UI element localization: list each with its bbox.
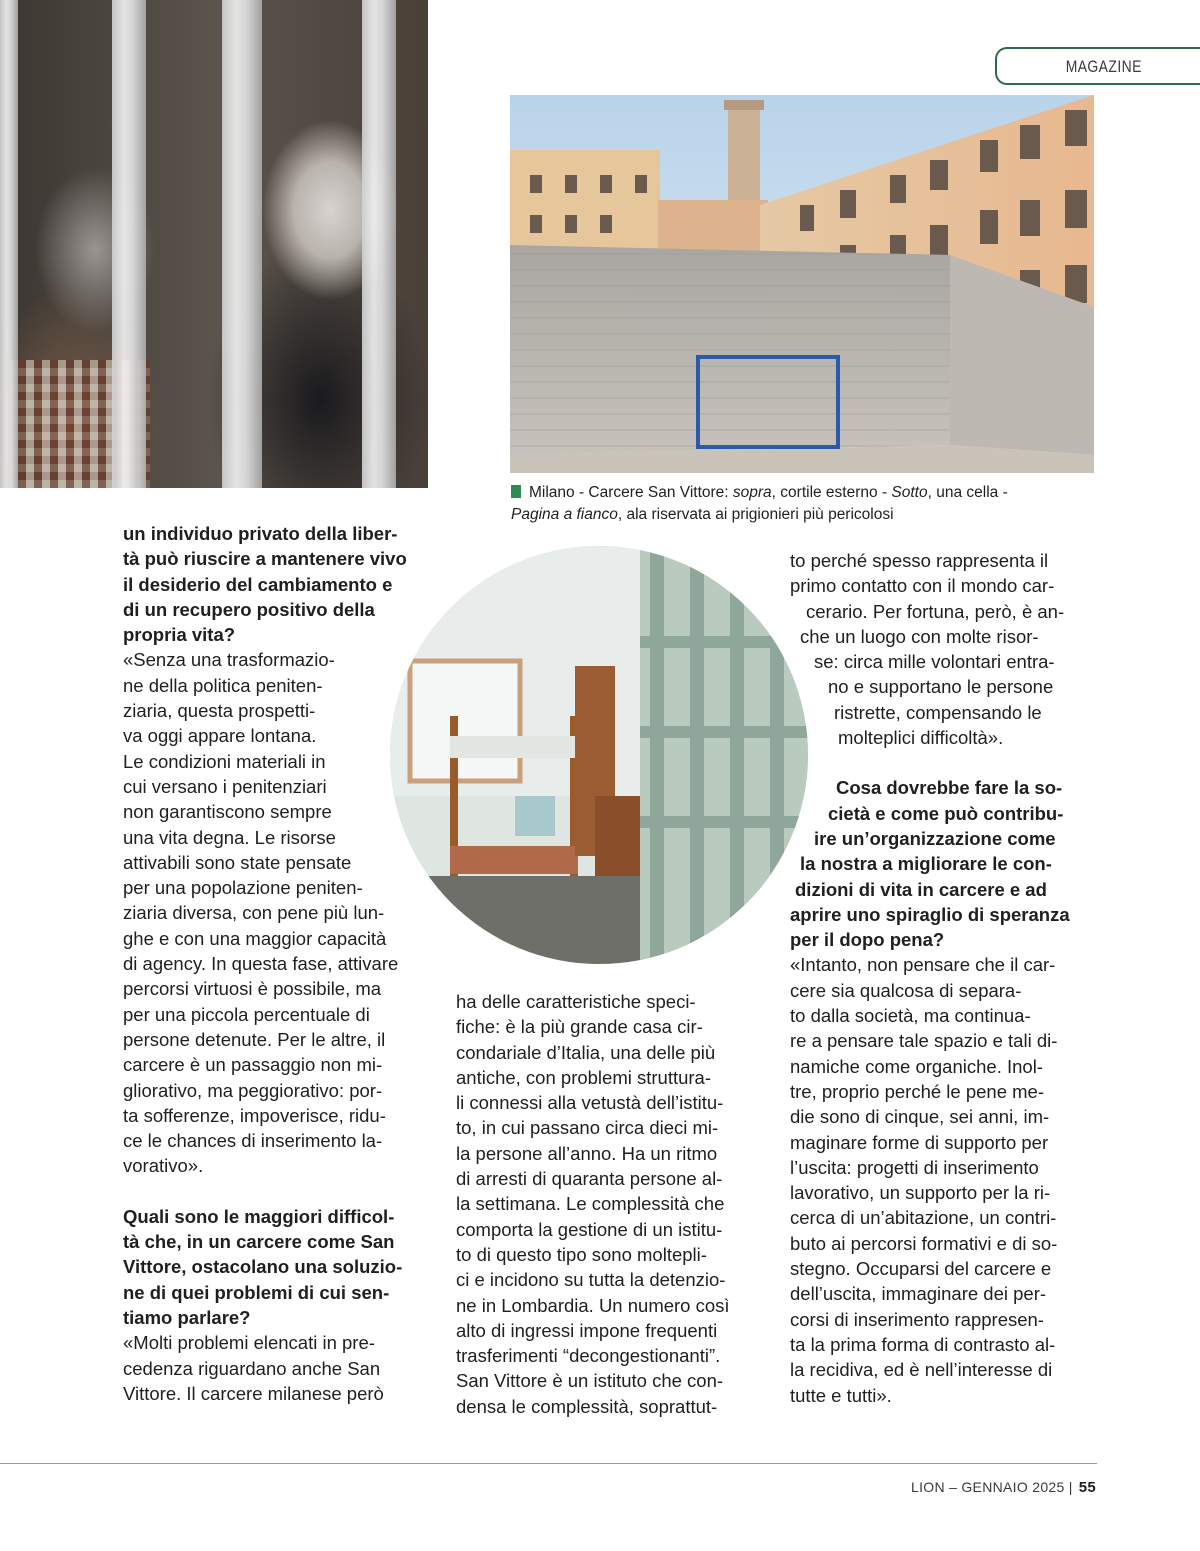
photo-prison-cell bbox=[390, 546, 808, 964]
text-line: se: circa mille volontari entra- bbox=[814, 651, 1055, 673]
text-line: Le condizioni materiali in bbox=[123, 750, 326, 772]
text-line: una vita degna. Le risorse bbox=[123, 826, 336, 848]
caption-text-italic: Pagina a fianco bbox=[511, 506, 618, 523]
text-line: ziaria diversa, con pene più lun- bbox=[123, 902, 385, 924]
text-line: to di questo tipo sono moltepli- bbox=[456, 1243, 707, 1265]
text-column-right bbox=[790, 548, 1095, 1408]
caption-text: , cortile esterno - bbox=[771, 484, 892, 501]
section-label: MAGAZINE bbox=[1065, 57, 1142, 76]
text-line: non garantiscono sempre bbox=[123, 801, 332, 823]
text-line: maginare forme di supporto per bbox=[790, 1131, 1049, 1153]
text-line: ristrette, compensando le bbox=[834, 701, 1042, 723]
text-line: ghe e con una maggior capacità bbox=[123, 927, 387, 949]
text-line: vorativo». bbox=[123, 1155, 204, 1177]
text-line: to, in cui passano circa dieci mi- bbox=[456, 1117, 719, 1139]
text-line: Vittore, ostacolano una soluzio- bbox=[123, 1256, 403, 1278]
answer-2 bbox=[123, 1330, 428, 1406]
issue-label: LION – GENNAIO 2025 | bbox=[911, 1479, 1073, 1495]
text-line: Vittore. Il carcere milanese però bbox=[123, 1382, 384, 1404]
text-line: to perché spesso rappresenta il bbox=[790, 550, 1049, 571]
caption-marker bbox=[511, 485, 521, 498]
text-line: di un recupero positivo della bbox=[123, 598, 375, 620]
text-line: ire un’organizzazione come bbox=[814, 827, 1056, 849]
text-line: cerca di un’abitazione, un contri- bbox=[790, 1207, 1057, 1229]
answer-3 bbox=[790, 952, 1095, 1407]
text-line: Cosa dovrebbe fare la so- bbox=[836, 777, 1063, 799]
text-line: ce le chances di inserimento la- bbox=[123, 1130, 383, 1152]
text-line: ziaria, questa prospetti- bbox=[123, 700, 316, 722]
question-2 bbox=[123, 1204, 428, 1330]
text-line: trasferimenti “decongestionanti”. bbox=[456, 1345, 721, 1367]
caption-text: , ala riservata ai prigionieri più pericolosi bbox=[617, 506, 894, 523]
text-line: lavorativo, un supporto per la ri- bbox=[790, 1182, 1051, 1204]
text-line: tre, proprio perché le pene me- bbox=[790, 1080, 1044, 1102]
caption-text: Milano - Carcere San Vittore: bbox=[529, 484, 733, 501]
question-3 bbox=[790, 775, 1095, 952]
text-line: la recidiva, ed è nell’interesse di bbox=[790, 1359, 1053, 1381]
text-line: propria vita? bbox=[123, 624, 236, 646]
page-footer bbox=[911, 1479, 1096, 1496]
text-line: la settimana. Le complessità che bbox=[456, 1193, 725, 1215]
text-line: il desiderio del cambiamento e bbox=[123, 573, 393, 595]
text-line: persone detenute. Per le altre, il bbox=[123, 1028, 386, 1050]
photo-caption bbox=[511, 482, 1101, 526]
text-line: tutte e tutti». bbox=[790, 1384, 892, 1406]
page-number: 55 bbox=[1078, 1479, 1096, 1496]
text-line: molteplici difficoltà». bbox=[838, 727, 1004, 749]
text-line: ci e incidono su tutta la detenzio- bbox=[456, 1269, 726, 1291]
text-line: li connessi alla vetustà dell’istitu- bbox=[456, 1092, 724, 1114]
text-line: gliorativo, ma peggiorativo: por- bbox=[123, 1079, 383, 1101]
text-line: cedenza riguardano anche San bbox=[123, 1357, 381, 1379]
text-column-middle bbox=[456, 989, 761, 1419]
text-line: San Vittore è un istituto che con- bbox=[456, 1370, 724, 1392]
photo-prison-courtyard bbox=[510, 95, 1094, 473]
text-line: ta sofferenze, impoverisce, ridu- bbox=[123, 1104, 386, 1126]
text-line: ne di quei problemi di cui sen- bbox=[123, 1281, 390, 1303]
footer-divider bbox=[0, 1463, 1097, 1464]
text-line: un individuo privato della liber- bbox=[123, 523, 398, 544]
text-line: ne in Lombardia. Un numero così bbox=[456, 1294, 730, 1316]
text-line: che un luogo con molte risor- bbox=[800, 625, 1039, 647]
text-line: «Intanto, non pensare che il car- bbox=[790, 954, 1056, 976]
text-line: alto di ingressi impone frequenti bbox=[456, 1319, 718, 1341]
text-line: l’uscita: progetti di inserimento bbox=[790, 1156, 1039, 1178]
text-line: primo contatto con il mondo car- bbox=[790, 575, 1055, 597]
text-line: la persone all’anno. Ha un ritmo bbox=[456, 1142, 718, 1164]
photo-prisoners-behind-bars bbox=[0, 0, 428, 488]
text-line: ha delle caratteristiche speci- bbox=[456, 991, 696, 1012]
text-line: buto ai percorsi formativi e di so- bbox=[790, 1232, 1058, 1254]
text-line: ne della politica peniten- bbox=[123, 674, 323, 696]
text-line: per una piccola percentuale di bbox=[123, 1003, 370, 1025]
text-column-left bbox=[123, 521, 428, 1406]
text-line: di arresti di quaranta persone al- bbox=[456, 1168, 723, 1190]
text-line: tà può riuscire a mantenere vivo bbox=[123, 548, 407, 570]
text-line: «Molti problemi elencati in pre- bbox=[123, 1332, 375, 1354]
answer-2-end bbox=[790, 548, 1095, 750]
text-line: aprire uno spiraglio di speranza bbox=[790, 903, 1070, 925]
text-line: fiche: è la più grande casa cir- bbox=[456, 1016, 703, 1038]
text-line: no e supportano le persone bbox=[828, 676, 1054, 698]
text-line: tiamo parlare? bbox=[123, 1306, 251, 1328]
caption-text-italic: sopra bbox=[732, 484, 772, 501]
text-line: carcere è un passaggio non mi- bbox=[123, 1054, 383, 1076]
text-line: dell’uscita, immaginare dei per- bbox=[790, 1283, 1047, 1305]
text-line: ta la prima forma di contrasto al- bbox=[790, 1333, 1056, 1355]
text-line: percorsi virtuosi è possibile, ma bbox=[123, 978, 382, 1000]
text-line: to dalla società, ma continua- bbox=[790, 1005, 1031, 1027]
text-line: di agency. In questa fase, attivare bbox=[123, 953, 399, 975]
answer-2-continued bbox=[456, 989, 761, 1419]
text-line: dizioni di vita in carcere e ad bbox=[795, 878, 1047, 900]
text-line: antiche, con problemi struttura- bbox=[456, 1066, 712, 1088]
text-line: «Senza una trasformazio- bbox=[123, 649, 335, 671]
question-1 bbox=[123, 521, 428, 647]
text-line: stegno. Occuparsi del carcere e bbox=[790, 1258, 1052, 1280]
text-line: cere sia qualcosa di separa- bbox=[790, 979, 1022, 1001]
text-line: cietà e come può contribu- bbox=[828, 802, 1064, 824]
section-tab bbox=[995, 47, 1200, 85]
text-line: condariale d’Italia, una delle più bbox=[456, 1041, 716, 1063]
caption-text: , una cella - bbox=[927, 484, 1008, 501]
text-line: tà che, in un carcere come San bbox=[123, 1231, 395, 1253]
text-line: va oggi appare lontana. bbox=[123, 725, 317, 747]
text-line: Quali sono le maggiori difficol- bbox=[123, 1205, 395, 1227]
text-line: re a pensare tale spazio e tali di- bbox=[790, 1030, 1058, 1052]
text-line: per una popolazione peniten- bbox=[123, 877, 363, 899]
text-line: cerario. Per fortuna, però, è an- bbox=[806, 600, 1065, 622]
text-line: attivabili sono state pensate bbox=[123, 851, 352, 873]
caption-text-italic: Sotto bbox=[891, 484, 928, 501]
text-line: la nostra a migliorare le con- bbox=[800, 853, 1052, 875]
answer-1 bbox=[123, 647, 428, 1178]
text-line: corsi di inserimento rappresen- bbox=[790, 1308, 1044, 1330]
text-line: cui versano i penitenziari bbox=[123, 775, 327, 797]
text-line: comporta la gestione di un istitu- bbox=[456, 1218, 723, 1240]
text-line: die sono di cinque, sei anni, im- bbox=[790, 1106, 1050, 1128]
text-line: densa le complessità, soprattut- bbox=[456, 1395, 718, 1417]
text-line: namiche come organiche. Inol- bbox=[790, 1055, 1043, 1077]
text-line: per il dopo pena? bbox=[790, 929, 945, 951]
